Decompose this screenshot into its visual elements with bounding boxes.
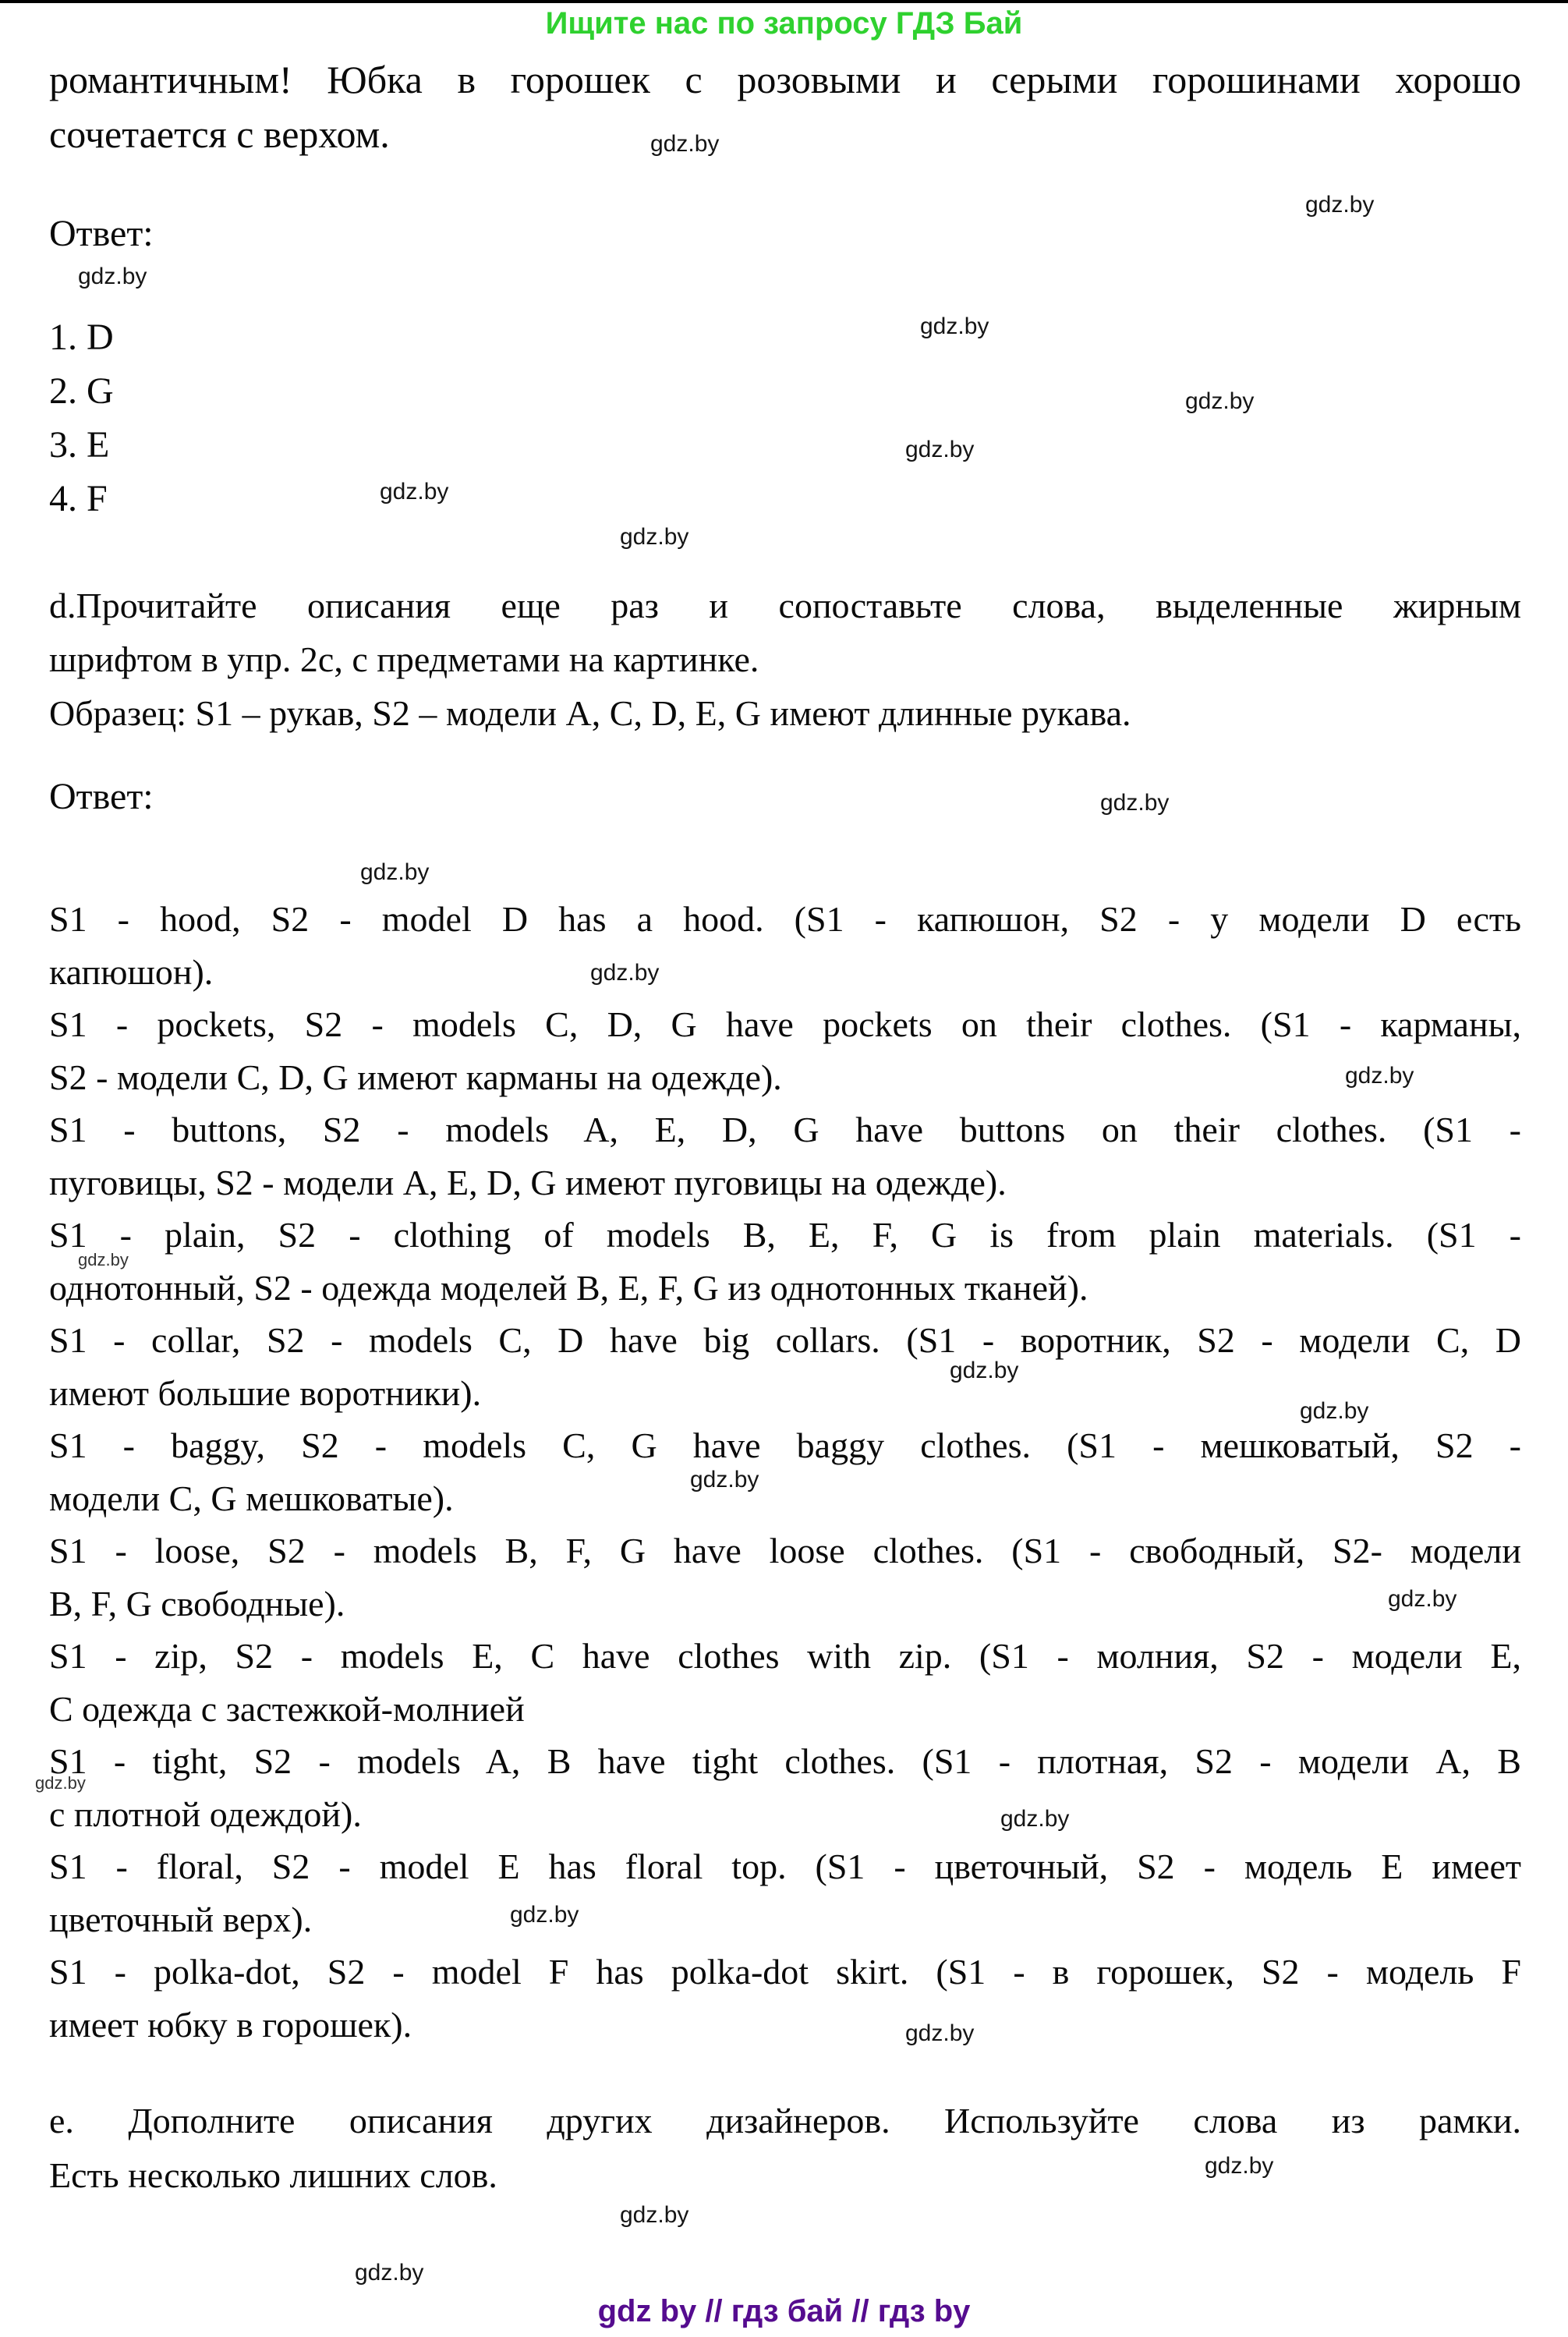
text-line: с плотной одеждой). (49, 1793, 362, 1834)
text-line: S1 - baggy, S2 - models C, G have baggy clothes. (S1 - мешковатый, S2 - (49, 1425, 1521, 1465)
promo-banner-bottom: gdz by // гдз бай // гдз by (597, 2294, 971, 2328)
text-line: однотонный, S2 - одежда моделей B, E, F, G из однотонных тканей). (49, 1267, 1088, 1308)
gdz-watermark: gdz.by (905, 437, 975, 462)
text-line: шрифтом в упр. 2с, с предметами на картинке. (49, 639, 759, 679)
gdz-watermark: gdz.by (1345, 1063, 1414, 1089)
text-line: сочетается с верхом. (49, 112, 390, 156)
gdz-watermark: gdz.by (1000, 1806, 1070, 1832)
text-line: пуговицы, S2 - модели A, E, D, G имеют пуговицы на одежде). (49, 1162, 1007, 1202)
text-line: капюшон). (49, 951, 214, 992)
text-line: S1 - pockets, S2 - models C, D, G have pockets on their clothes. (S1 - карманы, (49, 1004, 1521, 1044)
answer-item-zip (49, 1630, 1521, 1735)
task-d-paragraph (49, 579, 1521, 686)
gdz-watermark: gdz.by (35, 1773, 86, 1793)
text-line: S1 - tight, S2 - models A, B have tight clothes. (S1 - плотная, S2 - модели A, B (49, 1741, 1521, 1781)
answer-item-pockets (49, 998, 1521, 1103)
answer-item-buttons (49, 1103, 1521, 1209)
answer-item-plain (49, 1209, 1521, 1314)
gdz-watermark: gdz.by (650, 131, 720, 157)
answer-item-loose (49, 1524, 1521, 1630)
text-line: S1 - buttons, S2 - models A, E, D, G have buttons on their clothes. (S1 - (49, 1110, 1521, 1149)
text-line: S1 - zip, S2 - models E, C have clothes with zip. (S1 - молния, S2 - модели E, (49, 1636, 1521, 1676)
text-line: d.Прочитайте описания еще раз и сопоставьте слова, выделенные жирным (49, 586, 1521, 625)
gdz-watermark: gdz.by (360, 859, 430, 885)
gdz-watermark: gdz.by (78, 264, 147, 289)
answer-item-floral (49, 1840, 1521, 1946)
text-line: S1 - hood, S2 - model D has a hood. (S1 - капюшон, S2 - у модели D есть (49, 899, 1521, 939)
intro-paragraph (49, 52, 1521, 161)
task-e-paragraph (49, 2094, 1521, 2203)
text-line: S1 - polka-dot, S2 - model F has polka-dot skirt. (S1 - в горошек, S2 - модель F (49, 1952, 1521, 1992)
text-line: S1 - loose, S2 - models B, F, G have loose clothes. (S1 - свободный, S2- модели (49, 1531, 1521, 1570)
gdz-watermark: gdz.by (1205, 2153, 1274, 2179)
text-line: S2 - модели C, D, G имеют карманы на одежде). (49, 1057, 782, 1097)
answer-list-2 (49, 893, 1521, 2051)
text-line: S1 - floral, S2 - model E has floral top. (S1 - цветочный, S2 - модель E имеет (49, 1847, 1521, 1886)
gdz-watermark: gdz.by (1185, 388, 1255, 414)
text-line: 4. F (49, 478, 108, 519)
text-line: S1 - collar, S2 - models C, D have big collars. (S1 - воротник, S2 - модели C, D (49, 1320, 1521, 1360)
text-line: цветочный верх). (49, 1899, 313, 1939)
promo-banner-top: Ищите нас по запросу ГДЗ Бай (545, 6, 1023, 41)
text-line: имеют большие воротники). (49, 1372, 482, 1413)
gdz-watermark: gdz.by (620, 524, 689, 550)
gdz-watermark: gdz.by (920, 313, 989, 339)
gdz-watermark: gdz.by (620, 2202, 689, 2228)
gdz-watermark: gdz.by (1100, 790, 1170, 816)
text-line: 2. G (49, 370, 114, 412)
text-line: e. Дополните описания других дизайнеров. Используйте слова из рамки. (49, 2101, 1521, 2140)
answer-heading-2: Ответ: (49, 776, 154, 817)
answer-list-1 (49, 310, 1521, 526)
answer-item-hood (49, 893, 1521, 998)
gdz-watermark: gdz.by (690, 1467, 759, 1492)
text-line: B, F, G свободные). (49, 1583, 345, 1624)
answer-item-tight (49, 1735, 1521, 1840)
gdz-watermark: gdz.by (1305, 192, 1375, 218)
text-line: Есть несколько лишних слов. (49, 2155, 497, 2195)
gdz-watermark: gdz.by (1388, 1586, 1457, 1612)
gdz-watermark: gdz.by (380, 479, 449, 505)
answer-heading-1: Ответ: (49, 213, 154, 254)
text-line: 3. E (49, 424, 110, 466)
gdz-watermark: gdz.by (510, 1902, 579, 1928)
text-line: 1. D (49, 317, 114, 358)
task-d-example-line: Образец: S1 – рукав, S2 – модели A, C, D, E, G имеют длинные рукава. (49, 693, 1131, 733)
scan-edge-line (0, 0, 1568, 3)
text-line: S1 - plain, S2 - clothing of models B, E, F, G is from plain materials. (S1 - (49, 1215, 1521, 1255)
text-line: C одежда с застежкой-молнией (49, 1688, 525, 1729)
gdz-watermark: gdz.by (1300, 1398, 1369, 1424)
text-line: романтичным! Юбка в горошек с розовыми и серыми горошинами хорошо (49, 58, 1521, 101)
gdz-watermark: gdz.by (950, 1358, 1019, 1383)
answer-item-polka-dot (49, 1946, 1521, 2051)
answer-item-baggy (49, 1419, 1521, 1524)
text-line: имеет юбку в горошек). (49, 2004, 412, 2045)
gdz-watermark: gdz.by (355, 2260, 424, 2286)
gdz-watermark: gdz.by (905, 2020, 975, 2046)
gdz-watermark: gdz.by (78, 1250, 129, 1269)
gdz-watermark: gdz.by (590, 960, 660, 986)
text-line: модели C, G мешковатые). (49, 1478, 454, 1518)
